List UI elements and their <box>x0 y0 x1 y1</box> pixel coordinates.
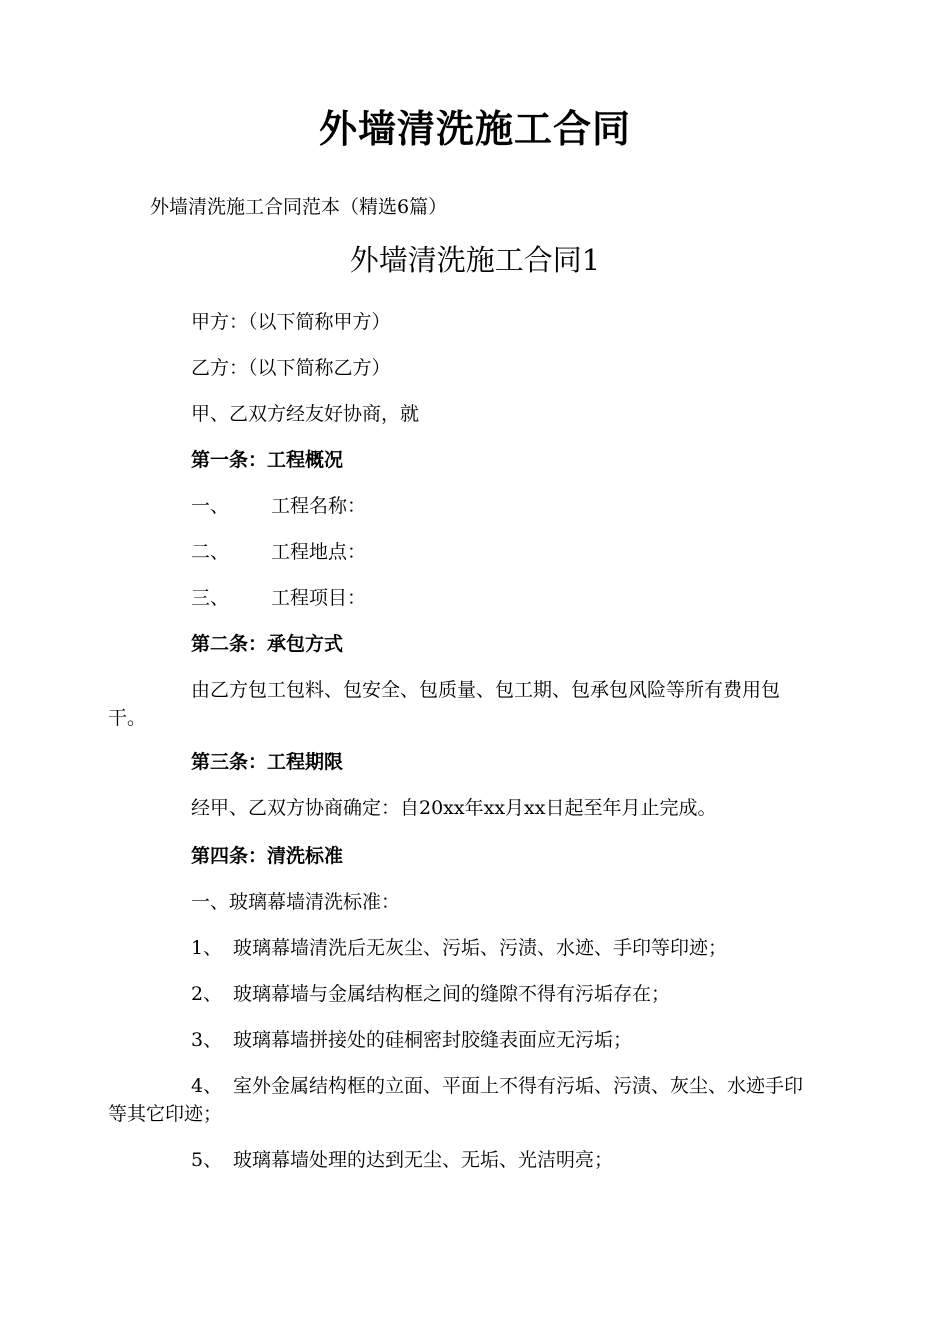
intro-line: 甲、乙双方经友好协商，就 <box>191 403 420 425</box>
item-text: 室外金属结构框的立面、平面上不得有污垢、污渍、灰尘、水迹手印 <box>233 1075 804 1097</box>
item-number: 一、 <box>191 495 230 517</box>
party-a-line: 甲方：（以下简称甲方） <box>191 311 391 333</box>
section-title: 外墙清洗施工合同1 <box>349 243 601 277</box>
document-subtitle: 外墙清洗施工合同范本（精选6篇） <box>150 196 448 218</box>
item-text: 玻璃幕墙拼接处的硅桐密封胶缝表面应无污垢； <box>233 1029 633 1051</box>
article1-item <box>191 491 366 518</box>
item-number: 5、 <box>191 1149 223 1171</box>
article2-heading: 第二条：承包方式 <box>191 633 344 655</box>
item-text: 工程地点： <box>271 541 367 563</box>
item-text: 玻璃幕墙与金属结构框之间的缝隙不得有污垢存在； <box>233 983 671 1005</box>
item-number: 三、 <box>191 587 230 609</box>
article2-text-line2: 干。 <box>108 707 147 729</box>
article4-item <box>191 933 727 960</box>
article2-text-line1: 由乙方包工包料、包安全、包质量、包工期、包承包风险等所有费用包 <box>191 679 781 701</box>
article1-heading: 第一条：工程概况 <box>191 449 344 471</box>
article1-item <box>191 583 366 610</box>
article4-item-continuation: 等其它印迹； <box>108 1103 223 1125</box>
article4-subheading: 一、玻璃幕墙清洗标准： <box>191 891 401 913</box>
item-number: 2、 <box>191 983 223 1005</box>
article4-item <box>191 1025 632 1052</box>
article4-item <box>191 979 670 1006</box>
item-text: 工程名称： <box>271 495 367 517</box>
item-number: 二、 <box>191 541 230 563</box>
item-text: 玻璃幕墙处理的达到无尘、无垢、光洁明亮； <box>233 1149 614 1171</box>
item-text: 玻璃幕墙清洗后无灰尘、污垢、污渍、水迹、手印等印迹； <box>233 937 728 959</box>
item-number: 4、 <box>191 1075 223 1097</box>
article4-item <box>191 1071 803 1098</box>
article3-heading: 第三条：工程期限 <box>191 751 344 773</box>
party-b-line: 乙方：（以下简称乙方） <box>191 357 391 379</box>
document-title: 外墙清洗施工合同 <box>318 107 631 151</box>
article3-text: 经甲、乙双方协商确定：自20xx年xx月xx日起至年月止完成。 <box>191 797 717 819</box>
article1-item <box>191 537 366 564</box>
article4-heading: 第四条：清洗标准 <box>191 845 344 867</box>
article4-item <box>191 1145 613 1172</box>
item-number: 1、 <box>191 937 223 959</box>
item-text: 工程项目： <box>271 587 367 609</box>
item-number: 3、 <box>191 1029 223 1051</box>
